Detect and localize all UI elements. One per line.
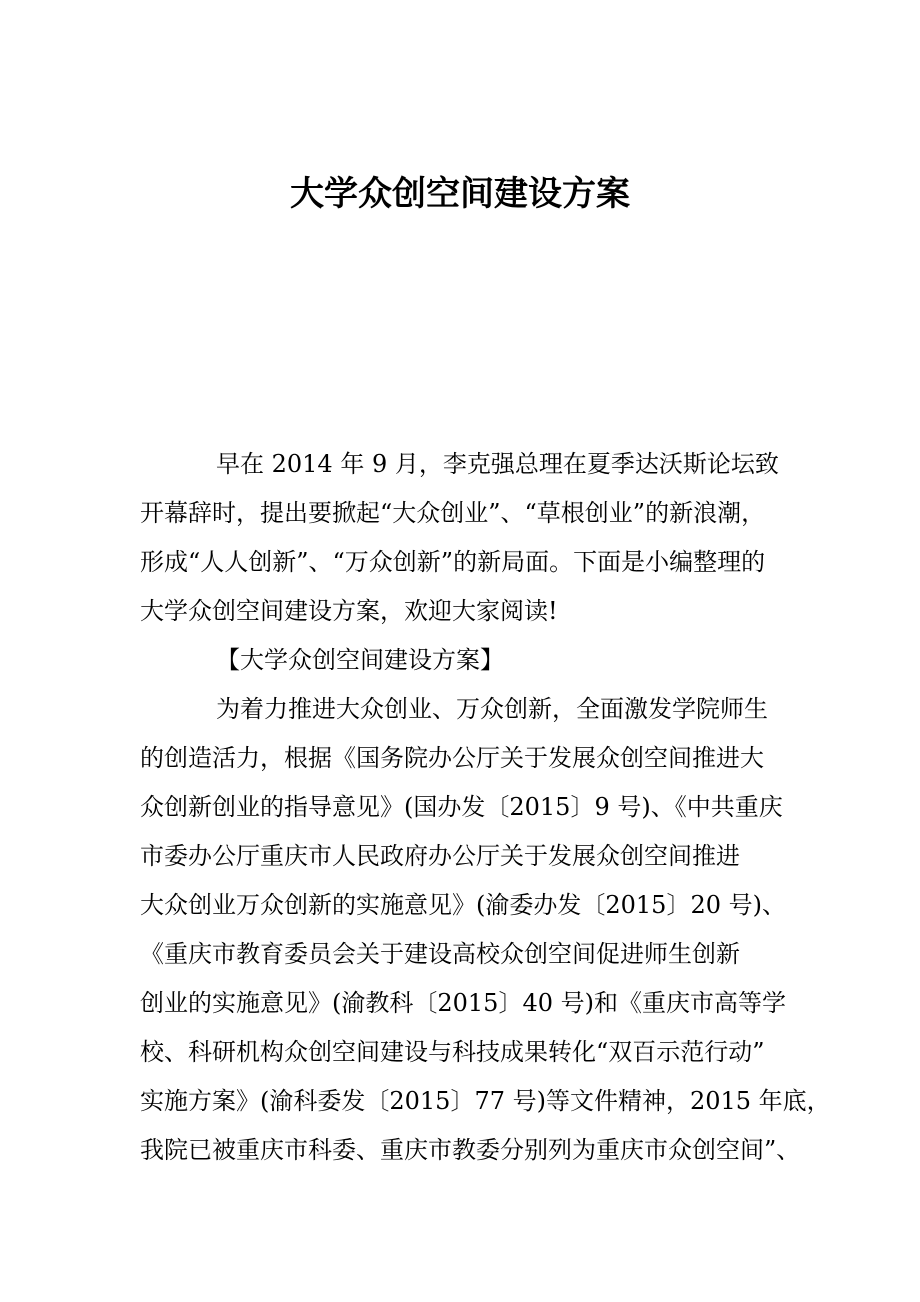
paragraph-line: 实施方案》(渝科委发〔2015〕77 号)等文件精神，2015 年底， [140, 1087, 831, 1115]
paragraph-line: 早在 2014 年 9 月，李克强总理在夏季达沃斯论坛致 [216, 450, 779, 478]
paragraph-line: 开幕辞时，提出要掀起“大众创业”、“草根创业”的新浪潮， [140, 499, 766, 527]
paragraph-line: 为着力推进大众创业、万众创新，全面激发学院师生 [216, 695, 768, 723]
section-heading: 【大学众创空间建设方案】 [216, 646, 504, 674]
paragraph-line: 大众创业万众创新的实施意见》(渝委办发〔2015〕20 号)、 [140, 891, 786, 919]
paragraph-line: 校、科研机构众创空间建设与科技成果转化“双百示范行动” [140, 1038, 765, 1066]
paragraph-line: 众创新创业的指导意见》(国办发〔2015〕9 号)、《中共重庆 [140, 793, 783, 821]
paragraph-line: 的创造活力，根据《国务院办公厅关于发展众创空间推进大 [140, 744, 764, 772]
paragraph-line: 创业的实施意见》(渝教科〔2015〕40 号)和《重庆市高等学 [140, 989, 786, 1017]
paragraph-line: 市委办公厅重庆市人民政府办公厅关于发展众创空间推进 [140, 842, 740, 870]
document-body [140, 440, 831, 1175]
paragraph-line: 我院已被重庆市科委、重庆市教委分别列为重庆市众创空间”、 [140, 1136, 801, 1164]
paragraph-line: 大学众创空间建设方案，欢迎大家阅读! [140, 597, 558, 625]
paragraph-line: 《重庆市教育委员会关于建设高校众创空间促进师生创新 [140, 940, 740, 968]
document-title: 大学众创空间建设方案 [290, 174, 630, 214]
paragraph-line: 形成“人人创新”、“万众创新”的新局面。下面是小编整理的 [140, 548, 766, 576]
